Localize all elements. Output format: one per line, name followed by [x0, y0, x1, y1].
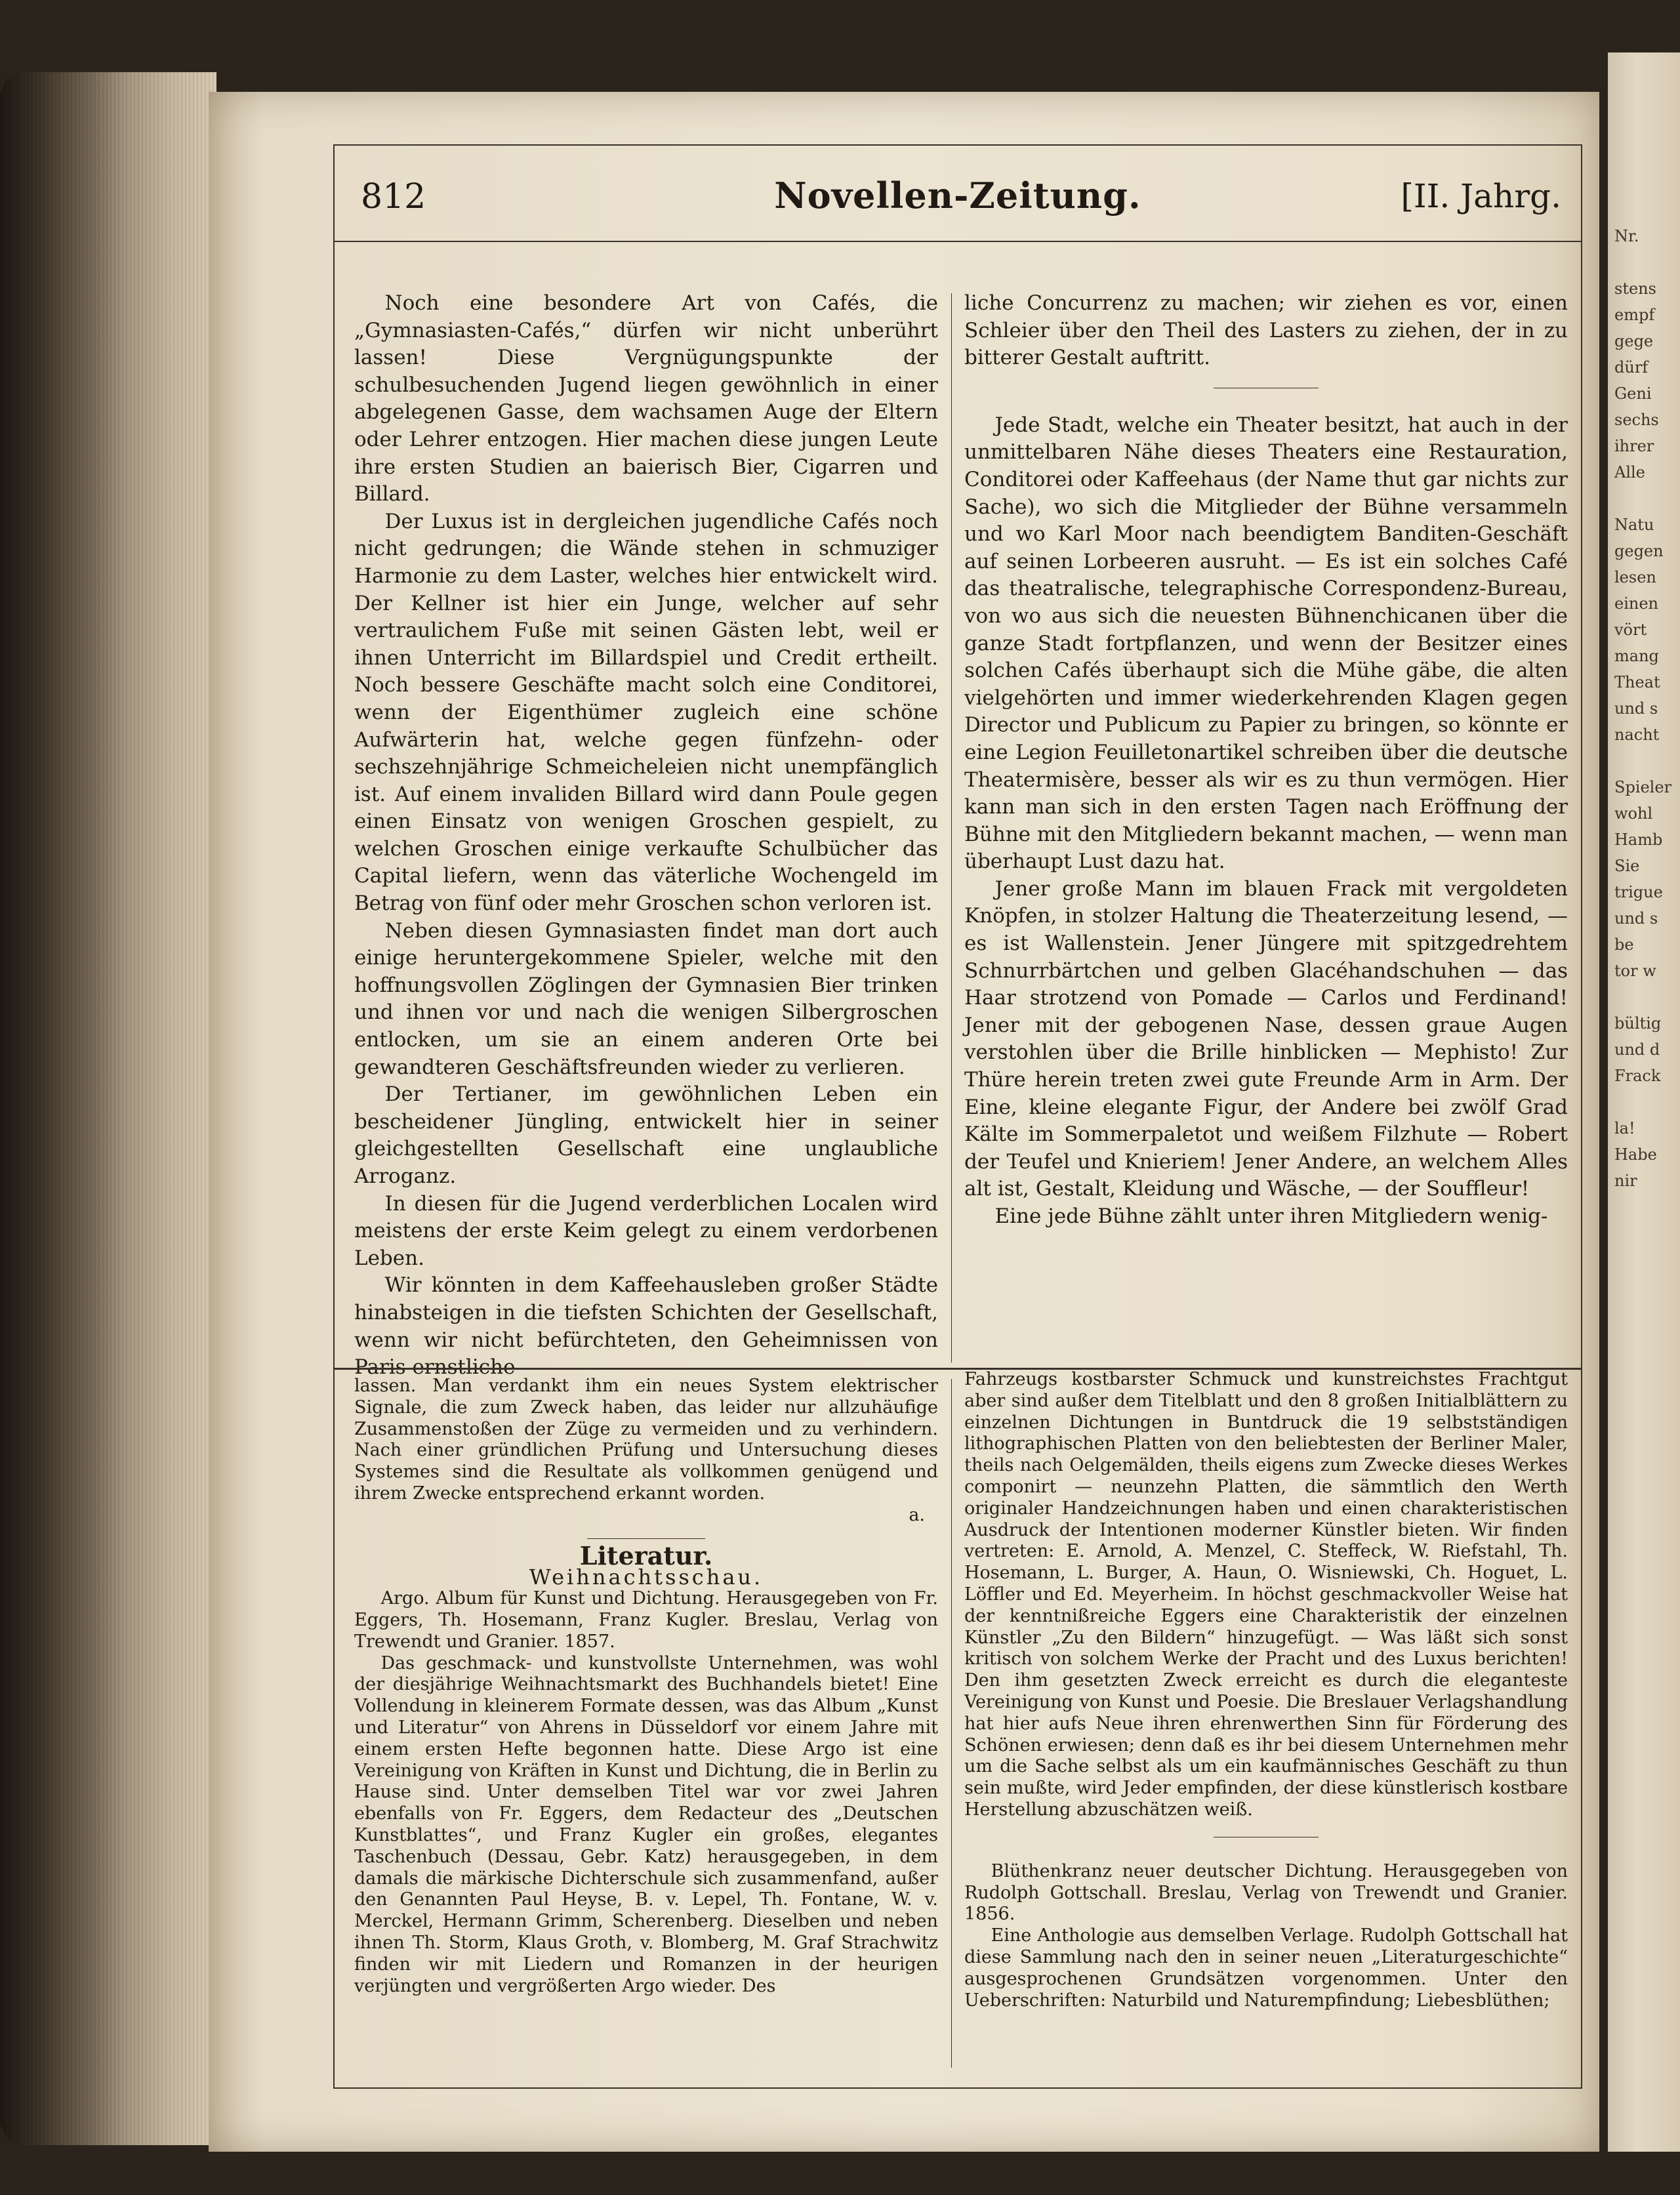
- author-signature: a.: [909, 1504, 925, 1525]
- paragraph: Noch eine besondere Art von Cafés, die „Gymnasiasten-Cafés,“ dürfen wir nicht unberührt lassen! Diese Vergnügungspunkte der schulbesuchenden Jugend liegen gewöhnlich in einer abgelegenen Gasse, dem wachsamen Auge der Eltern oder Lehrer entzogen. Hier machen diese jungen Leute ihre ersten Studien an baierisch Bier, Cigarren und Billard.: [354, 291, 938, 506]
- paragraph: Eine Anthologie aus demselben Verlage. Rudolph Gottschall hat diese Sammlung nach den in seiner neuen „Literaturgeschichte“ ausgesprochenen Grundsätzen vorgenommen. Unter den Ueberschriften: Naturbild und Naturempfindung; Liebesblüthen;: [964, 1925, 1568, 2011]
- upper-left-column: [354, 290, 938, 1382]
- section-divider: [587, 1538, 705, 1539]
- book-page-edges: [0, 72, 216, 2145]
- paragraph: Wir könnten in dem Kaffeehausleben großer Städte hinabsteigen in die tiefsten Schichten der Gesellschaft, wenn wir nicht befürchteten, den Geheimnissen von Paris ernstliche: [354, 1273, 938, 1380]
- volume-label: [II. Jahrg.: [1401, 177, 1561, 215]
- upper-right-column: [964, 290, 1568, 1231]
- paragraph: Jener große Mann im blauen Frack mit vergoldeten Knöpfen, in stolzer Haltung die Theaterzeitung lesend, — es ist Wallenstein. Jener Jüngere mit spitzgedrehtem Schnurrbärtchen und gelben Glacéhandschuhen — das Haar strotzend von Pomade — Carlos und Ferdinand! Jener mit der gebogenen Nase, dessen graue Augen verstohlen über die Brille hinblicken — Mephisto! Zur Thüre herein treten zwei gute Freunde Arm in Arm. Der Eine, kleine elegante Figur, der Andere bei zwölf Grad Kälte im Sommerpaletot und weißem Filzhute — Robert der Teufel und Knieriem! Jener Andere, an welchem Alles alt ist, Gestalt, Kleidung und Wäsche, — der Souffleur!: [964, 876, 1568, 1201]
- facing-page-fragment: [1608, 52, 1680, 2152]
- book-entry-title: Blüthenkranz neuer deutscher Dichtung. Herausgegeben von Rudolph Gottschall. Breslau, Verlag von Trewendt und Granier. 1856.: [964, 1860, 1568, 1925]
- book-page: [209, 92, 1599, 2152]
- page-number: 812: [361, 177, 426, 216]
- section-subtitle: Weihnachtsschau.: [529, 1565, 764, 1590]
- paragraph: Der Tertianer, im gewöhnlichen Leben ein bescheidener Jüngling, entwickelt hier in seiner gleichgestellten Gesellschaft eine unglaubliche Arroganz.: [354, 1082, 938, 1188]
- page-frame: [333, 144, 1582, 2089]
- paragraph: Das geschmack- und kunstvollste Unternehmen, was wohl der diesjährige Weihnachtsmarkt des Buchhandels bietet! Eine Vollendung in kleinerem Formate dessen, was das Album „Kunst und Literatur“ von Ahrens in Düsseldorf vor einem Jahre mit einem ersten Hefte begonnen hatte. Diese Argo ist eine Vereinigung von Kräften in Kunst und Dichtung, die in Berlin zu Hause sind. Unter demselben Titel war vor zwei Jahren ebenfalls von Fr. Eggers, dem Redacteur des „Deutschen Kunstblattes“, und Franz Kugler ein großes, elegantes Taschenbuch (Dessau, Gebr. Katz) herausgegeben, in dem damals die märkische Dichterschule sich zusammenfand, außer den Genannten Paul Heyse, B. v. Lepel, Th. Fontane, W. v. Merckel, Hermann Grimm, Scherenberg. Dieselben und neben ihnen Th. Storm, Klaus Groth, v. Blomberg, M. Graf Strachwitz finden wir mit Liedern und Romanzen in der heurigen verjüngten und vergrößerten Argo wieder. Des: [354, 1652, 938, 1996]
- page-header: [335, 146, 1581, 242]
- paragraph: In diesen für die Jugend verderblichen Localen wird meistens der erste Keim gelegt zu einem verdorbenen Leben.: [354, 1191, 938, 1270]
- column-divider: [951, 293, 952, 1363]
- facing-page-text: Nr. stens empf gege dürf Geni sechs ihrer Alle Natu gegen lesen einen vört mang Theat und s nacht Spieler wohl Hamb Sie trigue und s be tor w bültig und d Frack la! Habe nir: [1614, 227, 1672, 1190]
- paragraph-continuation: lassen. Man verdankt ihm ein neues System elektrischer Signale, die zum Zweck haben, das leider nur allzuhäufige Zusammenstoßen der Züge zu vermeiden und zu verhindern. Nach einer gründlichen Prüfung und Untersuchung dieses Systemes sind die Resultate als vollkommen genügend und ihrem Zwecke entsprechend erkannt worden.: [354, 1376, 938, 1504]
- lower-left-column: [354, 1376, 938, 1997]
- paragraph-continuation: liche Concurrenz zu machen; wir ziehen es vor, einen Schleier über den Theil des Lasters zu ziehen, der in zu bitterer Gestalt auftritt.: [964, 291, 1568, 370]
- lower-right-column: [964, 1369, 1568, 2011]
- book-entry-title: Argo. Album für Kunst und Dichtung. Herausgegeben von Fr. Eggers, Th. Hosemann, Franz Kugler. Breslau, Verlag von Trewendt und Granier. 1857.: [354, 1588, 938, 1652]
- paragraph: Neben diesen Gymnasiasten findet man dort auch einige heruntergekommene Spieler, welche mit den hoffnungsvollen Zöglingen der Gymnasien Bier trinken und ihnen vor und nach die wenigen Silbergroschen entlocken, um sie an einem anderen Orte bei gewandteren Geschäftsfreunden wieder zu verlieren.: [354, 918, 938, 1079]
- paragraph: Eine jede Bühne zählt unter ihren Mitgliedern wenig-: [994, 1204, 1548, 1228]
- section-title: Literatur.: [579, 1540, 713, 1570]
- paragraph: Der Luxus ist in dergleichen jugendliche Cafés noch nicht gedrungen; die Wände stehen in schmuziger Harmonie zu dem Laster, welches hier entwickelt wird. Der Kellner ist hier ein Junge, welcher auf sehr vertraulichem Fuße mit seinen Gästen lebt, weil er ihnen Unterricht im Billardspiel und Credit ertheilt. Noch bessere Geschäfte macht solch eine Conditorei, wenn der Eigenthümer zugleich eine schöne Aufwärterin hat, welche gegen fünfzehn- oder sechszehnjährige Schmeicheleien nicht unempfänglich ist. Auf einem invaliden Billard wird dann Poule gegen einen Einsatz von wenigen Groschen gespielt, zu welchen Groschen einige verkaufte Schulbücher das Capital liefern, wenn das väterliche Wochengeld im Betrag von fünf oder mehr Groschen schon verloren ist.: [354, 509, 938, 916]
- column-divider: [951, 1379, 952, 2068]
- paragraph: Jede Stadt, welche ein Theater besitzt, hat auch in der unmittelbaren Nähe dieses Theaters eine Restauration, Conditorei oder Kaffeehaus (der Name thut gar nichts zur Sache), wo sich die Mitglieder der Bühne versammeln und wo Karl Moor nach beendigtem Banditen-Geschäft auf seinen Lorbeeren ausruht. — Es ist ein solches Café das theatralische, telegraphische Correspondenz-Bureau, von wo aus sich die neuesten Bühnenchicanen über die ganze Stadt fortpflanzen, und wenn der Besitzer eines solchen Cafés überhaupt sich die Mühe gäbe, die alten vielgehörten und immer wiederkehrenden Klagen gegen Director und Publicum zu Papier zu bringen, so könnte er eine Legion Feuilletonartikel schreiben über die deutsche Theatermisère, besser als wir es zu thun vermögen. Hier kann man sich in den ersten Tagen nach Eröffnung der Bühne mit den Mitgliedern bekannt machen, — wenn man überhaupt Lust dazu hat.: [964, 413, 1568, 874]
- running-title: Novellen-Zeitung.: [774, 174, 1141, 216]
- paragraph-continuation: Fahrzeugs kostbarster Schmuck und kunstreichstes Frachtgut aber sind außer dem Titelblatt und den 8 großen Initialblättern zu einzelnen Dichtungen in Buntdruck die 19 selbstständigen lithographischen Platten von den beliebtesten der Berliner Maler, theils nach Oelgemälden, theils eigens zum Zwecke dieses Werkes componirt — neunzehn Platten, die sämmtlich den Werth originaler Handzeichnungen haben und einen charakteristischen Ausdruck der Intentionen moderner Künstler bieten. Wir finden vertreten: E. Arnold, A. Menzel, C. Steffeck, W. Riefstahl, Th. Hosemann, L. Burger, A. Haun, O. Wisniewski, Ch. Hoguet, L. Löffler und Ed. Meyerheim. In höchst geschmackvoller Weise hat der kenntnißreiche Eggers eine Charakteristik der einzelnen Künstler „Zu den Bildern“ hinzugefügt. — Was läßt sich sonst kritisch von solchem Werke der Pracht und des Luxus berichten! Den ihm gesetzten Zweck erreicht es durch die eleganteste Vereinigung von Kunst und Poesie. Die Breslauer Verlagshandlung hat hier aufs Neue ihren ehrenwerthen Sinn für Förderung des Schönen erwiesen; denn daß es ihr bei diesem Unternehmen mehr um die Sache selbst als um ein kaufmännisches Geschäft zu thun sein mußte, wird Jeder empfinden, der diese künstlerisch kostbare Herstellung abzuschätzen weiß.: [964, 1369, 1568, 1820]
